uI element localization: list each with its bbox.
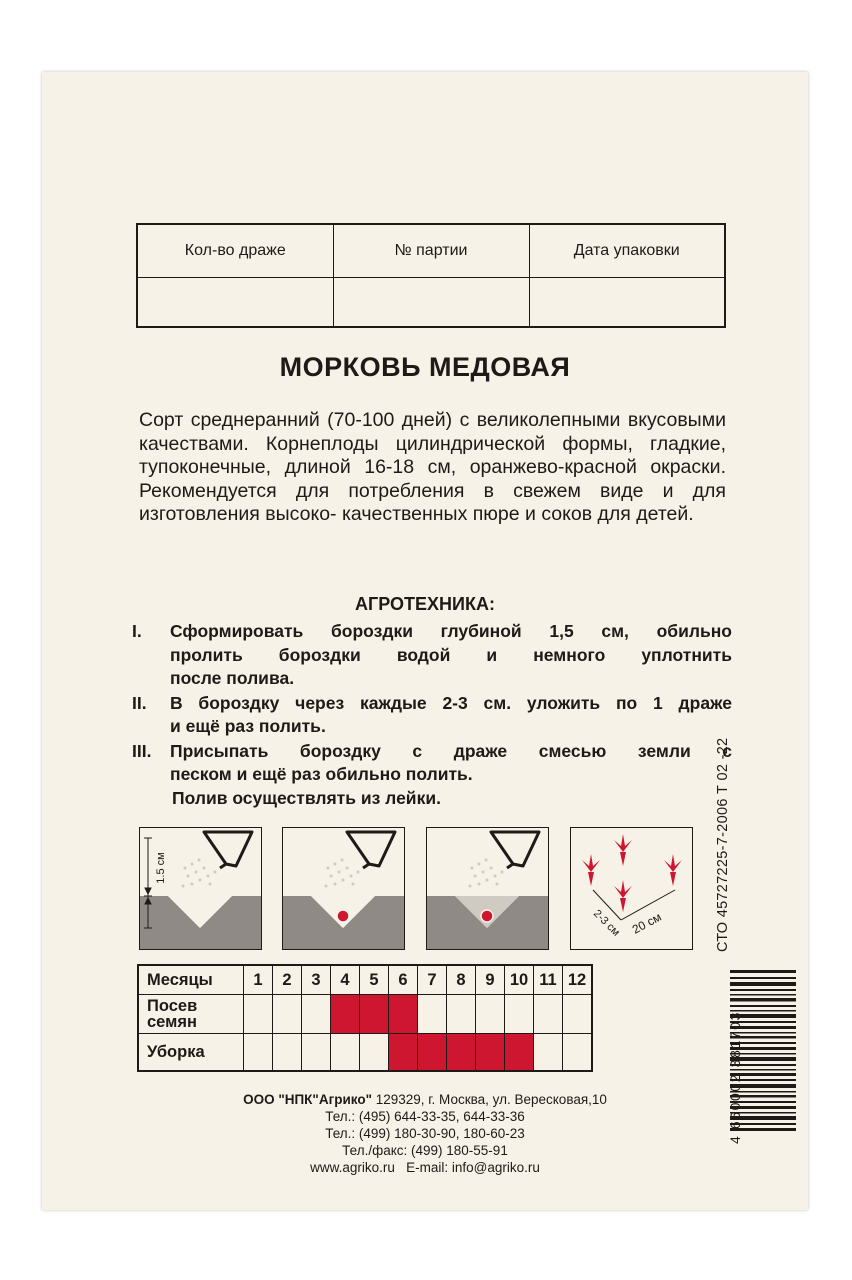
calendar-cell <box>244 1034 273 1072</box>
calendar-cell <box>447 1034 476 1072</box>
agrotechnics-steps <box>132 620 732 788</box>
fax-line: Тел./факс: (499) 180-55-91 <box>342 1143 508 1158</box>
watering-can-icon <box>347 832 395 868</box>
calendar-cell <box>563 1034 593 1072</box>
calendar-cell <box>360 1034 389 1072</box>
month-cell: 9 <box>476 965 505 995</box>
step-3 <box>132 740 732 787</box>
month-cell: 6 <box>389 965 418 995</box>
step-line: Присыпать бороздку с драже смесью земли с <box>170 740 732 761</box>
harvest-label: Уборка <box>138 1034 244 1072</box>
step-line: песком и ещё раз обильно полить. <box>170 764 473 784</box>
description-line: качественных пюре и соков для детей. <box>341 503 694 525</box>
diagram-planting-scheme <box>570 827 693 950</box>
step-line: после полива. <box>170 668 295 688</box>
quantity-value-cell <box>137 278 333 328</box>
watering-can-icon <box>491 832 539 868</box>
phone-line-2: Тел.: (499) 180-30-90, 180-60-23 <box>325 1126 525 1141</box>
calendar-cell <box>244 995 273 1034</box>
standard-code: СТО 45727225-7-2006 Т 02 -22 <box>715 737 731 952</box>
watering-can-icon <box>204 832 252 868</box>
step-line: В бороздку через каждые 2-3 см. уложить по 1 драже <box>170 692 732 713</box>
calendar-cell <box>331 1034 360 1072</box>
step-number: I. <box>132 621 142 641</box>
depth-label: 1.5 см <box>155 852 167 884</box>
company-address: 129329, г. Москва, ул. Вересковая,10 <box>371 1092 607 1107</box>
phone-line-1: Тел.: (495) 644-33-35, 644-33-36 <box>325 1109 525 1124</box>
calendar-cell <box>389 995 418 1034</box>
calendar-cell <box>360 995 389 1034</box>
sowing-label: Посев семян <box>138 995 244 1034</box>
sowing-calendar <box>137 964 593 1072</box>
calendar-row-harvest <box>138 1034 592 1072</box>
calendar-cell <box>418 1034 447 1072</box>
description-line: потребления в свежем виде и для изготовления высоко- <box>139 479 726 525</box>
watering-note: Полив осуществлять из лейки. <box>172 788 441 808</box>
spacing-label: 2-3 см <box>590 907 623 939</box>
calendar-header-row <box>138 965 592 995</box>
water-drops <box>182 859 217 888</box>
month-cell: 2 <box>273 965 302 995</box>
month-cell: 5 <box>360 965 389 995</box>
carrot-sprout-icon <box>582 834 682 912</box>
water-drops <box>469 859 504 888</box>
step-line: Сформировать бороздки глубиной 1,5 см, обильно <box>170 621 732 641</box>
calendar-cell <box>534 1034 563 1072</box>
company-name: ООО "НПК"Агрико" <box>243 1092 372 1107</box>
calendar-cell <box>273 1034 302 1072</box>
months-label: Месяцы <box>138 965 244 995</box>
step-line: пролить бороздки водой и немного уплотнить <box>170 644 732 665</box>
pack-date-value-cell <box>529 278 725 328</box>
month-cell: 7 <box>418 965 447 995</box>
month-cell: 11 <box>534 965 563 995</box>
calendar-cell <box>563 995 593 1034</box>
calendar-cell <box>505 1034 534 1072</box>
packaging-info-table <box>136 223 726 328</box>
calendar-cell <box>331 995 360 1034</box>
batch-value-cell <box>333 278 529 328</box>
step-number: III. <box>132 740 152 761</box>
diagram-furrow-depth <box>139 827 262 950</box>
calendar-cell <box>505 995 534 1034</box>
calendar-cell <box>302 1034 331 1072</box>
water-drops <box>325 859 360 888</box>
description-line: Сорт среднеранний (70-100 дней) с великолепными <box>139 409 621 431</box>
month-cell: 4 <box>331 965 360 995</box>
month-cell: 8 <box>447 965 476 995</box>
calendar-cell <box>447 995 476 1034</box>
month-cell: 3 <box>302 965 331 995</box>
agrotechnics-title: АГРОТЕХНИКА: <box>355 594 495 614</box>
calendar-cell <box>273 995 302 1034</box>
calendar-cell <box>302 995 331 1034</box>
seed-packet-back <box>42 72 808 1210</box>
calendar-cell <box>476 995 505 1034</box>
month-cell: 12 <box>563 965 593 995</box>
diagram-seed-placement <box>282 827 405 950</box>
seed-dot-icon <box>481 910 493 922</box>
month-cell: 10 <box>505 965 534 995</box>
calendar-cell <box>418 995 447 1034</box>
barcode-number: 4 660002 381703 <box>727 1011 743 1144</box>
calendar-cell <box>476 1034 505 1072</box>
company-info <box>42 1091 808 1176</box>
row-distance-label: 20 см <box>629 909 664 937</box>
month-cell: 1 <box>244 965 273 995</box>
header-quantity: Кол-во драже <box>137 224 333 278</box>
step-line: и ещё раз полить. <box>170 716 326 736</box>
header-pack-date: Дата упаковки <box>529 224 725 278</box>
description-line: вкусовыми качествами. Корнеплоды цилиндрической <box>139 409 726 455</box>
email-link[interactable]: E-mail: info@agriko.ru <box>406 1160 540 1175</box>
calendar-row-sowing <box>138 995 592 1034</box>
step-2 <box>132 692 732 739</box>
product-description <box>139 409 726 527</box>
header-batch: № партии <box>333 224 529 278</box>
step-1 <box>132 620 732 691</box>
website-link[interactable]: www.agriko.ru <box>310 1160 395 1175</box>
calendar-cell <box>389 1034 418 1072</box>
diagram-covered-furrow <box>426 827 549 950</box>
calendar-cell <box>534 995 563 1034</box>
product-title: МОРКОВЬ МЕДОВАЯ <box>279 352 571 382</box>
description-line: формы, гладкие, тупоконечные, длиной 16-18 см, <box>139 432 727 478</box>
seed-dot-icon <box>337 910 349 922</box>
step-number: II. <box>132 692 147 713</box>
description-line: оранжево-красной окраски. Рекомендуется для <box>139 456 726 502</box>
